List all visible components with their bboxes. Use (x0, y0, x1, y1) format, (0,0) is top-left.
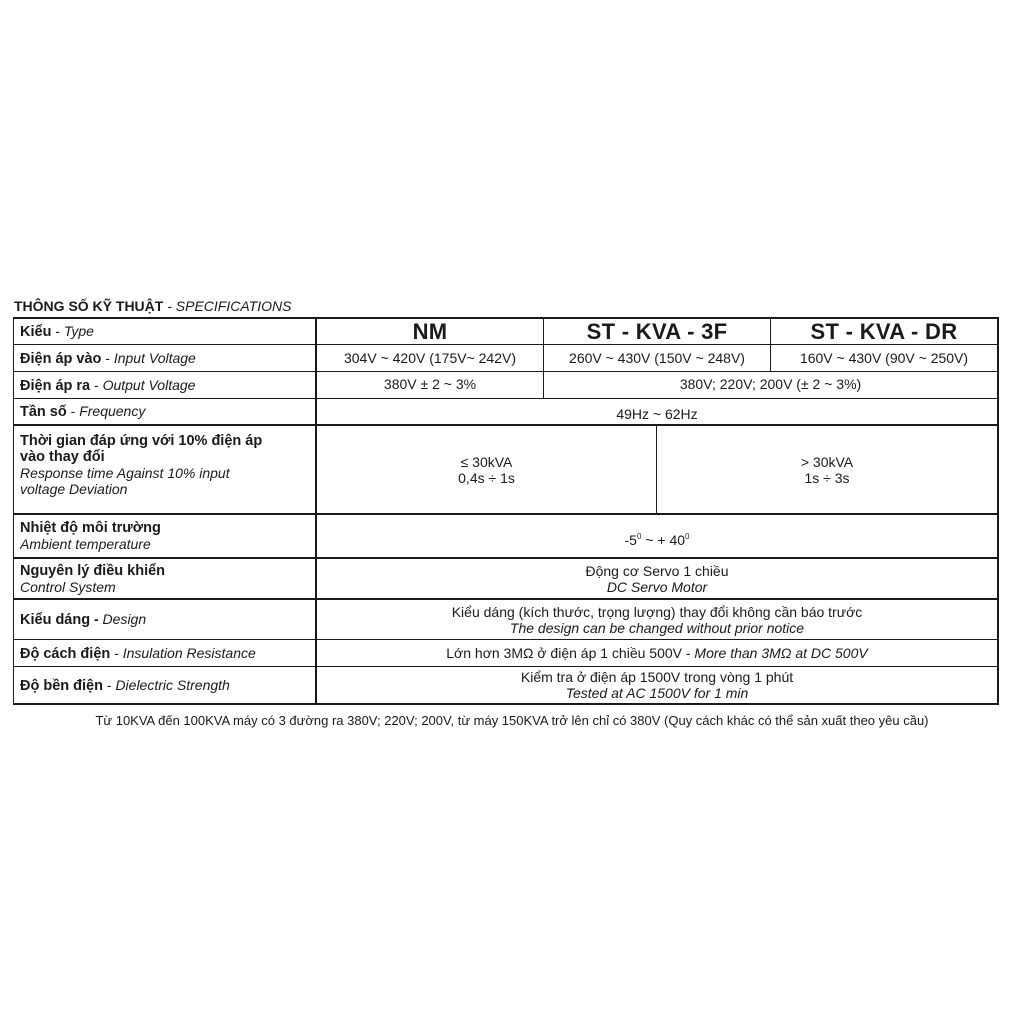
response-time-small: ≤ 30kVA 0,4s ÷ 1s (458, 454, 515, 486)
row-input-voltage-label: Điện áp vào - Input Voltage (20, 349, 196, 367)
model-nm: NM (412, 319, 448, 344)
footnote: Từ 10KVA đến 100KVA máy có 3 đường ra 380V; 220V; 200V, từ máy 150KVA trở lên chỉ có 380V (Quy cách khác có thể sản xuất theo yêu cầu) (95, 713, 929, 728)
row-insulation-label: Độ cách điện - Insulation Resistance (20, 644, 256, 662)
model-st-kva-3f: ST - KVA - 3F (586, 319, 728, 344)
row-design-label: Kiểu dáng - Design (20, 611, 147, 628)
row-response-time-label: Thời gian đáp ứng với 10% điện áp vào thay đổi Response time Against 10% input voltage Deviation (20, 433, 263, 497)
row-ambient-label: Nhiệt độ môi trường Ambient temperature (20, 520, 161, 552)
insulation-value: Lớn hơn 3MΩ ở điện áp 1 chiều 500V - More than 3MΩ at DC 500V (446, 645, 868, 661)
row-control-label: Nguyên lý điều khiển Control System (20, 562, 166, 595)
row-type-label: Kiểu - Type (20, 323, 94, 340)
row-output-voltage-label: Điện áp ra - Output Voltage (20, 376, 196, 394)
frequency-value: 49Hz ~ 62Hz (616, 405, 698, 422)
row-dielectric-label: Độ bền điện - Dielectric Strength (20, 676, 230, 694)
spec-title-vi: THÔNG SỐ KỸ THUẬT (14, 298, 164, 314)
spec-title-en: SPECIFICATIONS (175, 298, 292, 314)
ambient-value: $-5^0$ ~ + $40^0$ (624, 532, 690, 548)
row-frequency-label: Tần số - Frequency (20, 403, 146, 420)
response-time-large: > 30kVA 1s ÷ 3s (800, 454, 854, 486)
input-voltage-3f: 260V ~ 430V (150V ~ 248V) (569, 350, 745, 366)
type-label-en: Type (63, 323, 94, 339)
output-voltage-st: 380V; 220V; 200V (± 2 ~ 3%) (679, 376, 862, 392)
design-value: Kiểu dáng (kích thước, trọng lượng) thay đổi không cần báo trước The design can be changed without prior notice (451, 603, 863, 636)
input-voltage-nm: 304V ~ 420V (175V~ 242V) (343, 350, 517, 366)
spec-title (14, 298, 291, 314)
dielectric-value: Kiểm tra ở điện áp 1500V trong vòng 1 phút Tested at AC 1500V for 1 min (520, 669, 794, 701)
spec-title-sep: - (163, 298, 176, 314)
input-voltage-dr: 160V ~ 430V (90V ~ 250V) (799, 350, 969, 366)
control-value: Động cơ Servo 1 chiều DC Servo Motor (585, 562, 729, 595)
output-voltage-nm: 380V ± 2 ~ 3% (383, 376, 477, 392)
type-label-vi: Kiểu (20, 324, 52, 340)
model-st-kva-dr: ST - KVA - DR (810, 319, 958, 344)
